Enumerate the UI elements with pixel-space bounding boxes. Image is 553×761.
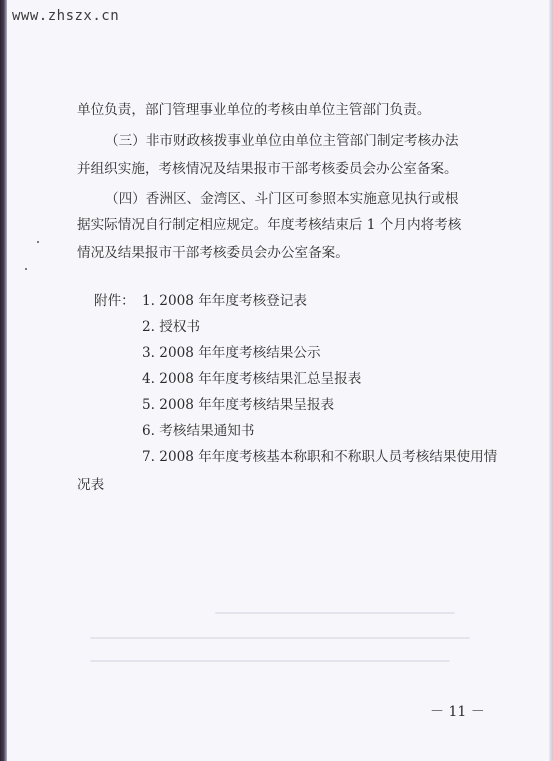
attachment-item-3: 3. 2008 年年度考核结果公示 [142, 345, 321, 361]
page-number: － 11 － [430, 704, 485, 720]
attachment-item-6: 6. 考核结果通知书 [142, 423, 255, 439]
paragraph-3-line-3: 情况及结果报市干部考核委员会办公室备案。 [77, 245, 349, 261]
attachment-item-4: 4. 2008 年年度考核结果汇总呈报表 [142, 371, 362, 387]
paragraph-3-line-2: 据实际情况自行制定相应规定。年度考核结束后 1 个月内将考核 [77, 217, 462, 233]
paragraph-2-line-1: （三）非市财政核拨事业单位由单位主管部门制定考核办法 [105, 133, 459, 149]
attachment-item-7: 7. 2008 年年度考核基本称职和不称职人员考核结果使用情 [142, 449, 498, 465]
bleed-through-mark [215, 612, 455, 614]
attachment-item-2: 2. 授权书 [142, 319, 201, 335]
bleed-through-mark [90, 637, 470, 639]
attachment-item-1: 1. 2008 年年度考核登记表 [142, 293, 307, 309]
scan-right-edge [549, 0, 553, 761]
paragraph-2-line-2: 并组织实施，考核情况及结果报市干部考核委员会办公室备案。 [77, 161, 458, 177]
attachment-item-5: 5. 2008 年年度考核结果呈报表 [142, 397, 335, 413]
attachments-label: 附件： [94, 293, 135, 309]
site-watermark: www.zhszx.cn [12, 8, 120, 24]
scan-speck [37, 241, 39, 243]
bleed-through-mark [90, 660, 450, 662]
paragraph-3-line-1: （四）香洲区、金湾区、斗门区可参照本实施意见执行或根 [105, 191, 459, 207]
scan-speck [25, 268, 27, 270]
paragraph-1-line-1: 单位负责，部门管理事业单位的考核由单位主管部门负责。 [77, 102, 431, 118]
attachment-item-7-continuation: 况表 [77, 477, 105, 493]
scan-left-edge [0, 0, 7, 761]
